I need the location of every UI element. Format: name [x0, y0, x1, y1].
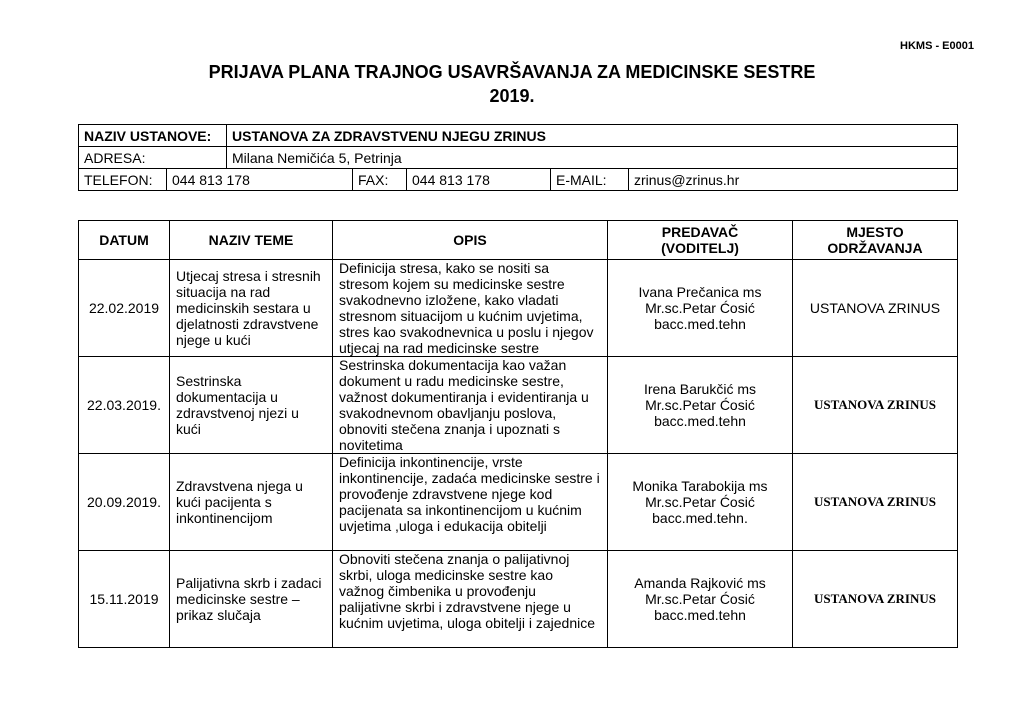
- lecturer-title: bacc.med.tehn: [654, 413, 746, 429]
- row-date: 22.03.2019.: [79, 357, 170, 454]
- row-description: Definicija inkontinencije, vrste inkontinencije, zadaća medicinske sestre i provođenje zdravstvene njege kod pacijenata sa inkontinencijom u kućnim uvjetima ,uloga i edukacija obitelji: [333, 454, 608, 551]
- phone-value: 044 813 178: [167, 169, 353, 191]
- header-place-line-2: ODRŽAVANJA: [827, 240, 923, 256]
- institution-name-row: [79, 125, 958, 147]
- education-plan-table: [78, 220, 958, 648]
- row-description: Sestrinska dokumentacija kao važan dokument u radu medicinske sestre, važnost dokumentiranja i evidentiranja u svakodnevnom obavljanju poslova, obnoviti stečena znanja i upoznati s novitetima: [333, 357, 608, 454]
- institution-contact-row: [79, 169, 958, 191]
- institution-name-value: USTANOVA ZA ZDRAVSTVENU NJEGU ZRINUS: [227, 125, 958, 147]
- row-topic: Utjecaj stresa i stresnih situacija na rad medicinskih sestara u djelatnosti zdravstvene njege u kući: [170, 260, 333, 357]
- row-place: USTANOVA ZRINUS: [793, 551, 958, 648]
- header-lecturer-line-1: PREDAVAČ: [661, 224, 739, 240]
- fax-value: 044 813 178: [407, 169, 551, 191]
- table-row: [79, 357, 958, 454]
- row-lecturer: [608, 357, 793, 454]
- lecturer-co: Mr.sc.Petar Ćosić: [645, 397, 755, 413]
- lecturer-title: bacc.med.tehn.: [652, 510, 748, 526]
- header-lecturer-line-2: (VODITELJ): [661, 240, 739, 256]
- phone-label: TELEFON:: [79, 169, 167, 191]
- lecturer-name: Monika Tarabokija ms: [632, 478, 768, 494]
- address-value: Milana Nemičića 5, Petrinja: [227, 147, 958, 169]
- institution-name-label: NAZIV USTANOVE:: [79, 125, 227, 147]
- document-title: [0, 60, 1024, 108]
- row-topic: Sestrinska dokumentacija u zdravstvenoj njezi u kući: [170, 357, 333, 454]
- header-topic: NAZIV TEME: [170, 221, 333, 260]
- lecturer-name: Ivana Prečanica ms: [638, 284, 762, 300]
- email-value: zrinus@zrinus.hr: [629, 169, 958, 191]
- table-row: [79, 260, 958, 357]
- institution-info-table: [78, 124, 958, 191]
- lecturer-title: bacc.med.tehn: [654, 316, 746, 332]
- row-description: Definicija stresa, kako se nositi sa stresom kojem su medicinske sestre svakodnevno izložene, kako vladati stresnom situacijom u kućnim uvjetima, stres kao svakodnevnica u poslu i njegov utjecaj na rad medicinske sestre: [333, 260, 608, 357]
- row-date: 20.09.2019.: [79, 454, 170, 551]
- table-row: [79, 551, 958, 648]
- header-place-line-1: MJESTO: [846, 224, 904, 240]
- institution-address-row: [79, 147, 958, 169]
- lecturer-name: Amanda Rajković ms: [634, 575, 766, 591]
- row-lecturer: [608, 260, 793, 357]
- lecturer-co: Mr.sc.Petar Ćosić: [645, 494, 755, 510]
- row-topic: Zdravstvena njega u kući pacijenta s inkontinencijom: [170, 454, 333, 551]
- address-label: ADRESA:: [79, 147, 227, 169]
- lecturer-name: Irena Barukčić ms: [643, 381, 757, 397]
- row-date: 22.02.2019: [79, 260, 170, 357]
- title-line-1: PRIJAVA PLANA TRAJNOG USAVRŠAVANJA ZA MEDICINSKE SESTRE: [208, 62, 816, 82]
- row-lecturer: [608, 551, 793, 648]
- plan-header-row: [79, 221, 958, 260]
- row-description: Obnoviti stečena znanja o palijativnoj skrbi, uloga medicinske sestre kao važnog čimbenika u provođenju palijativne skrbi i zdravstvene njege u kućnim uvjetima, uloga obitelji i zajednice: [333, 551, 608, 648]
- lecturer-co: Mr.sc.Petar Ćosić: [645, 300, 755, 316]
- header-place: [793, 221, 958, 260]
- row-place: USTANOVA ZRINUS: [793, 260, 958, 357]
- lecturer-co: Mr.sc.Petar Ćosić: [645, 591, 755, 607]
- table-row: [79, 454, 958, 551]
- row-place: USTANOVA ZRINUS: [793, 454, 958, 551]
- lecturer-title: bacc.med.tehn: [654, 607, 746, 623]
- row-topic: Palijativna skrb i zadaci medicinske sestre – prikaz slučaja: [170, 551, 333, 648]
- header-lecturer: [608, 221, 793, 260]
- email-label: E-MAIL:: [551, 169, 629, 191]
- document-code: HKMS - E0001: [900, 40, 974, 52]
- row-place: USTANOVA ZRINUS: [793, 357, 958, 454]
- header-date: DATUM: [79, 221, 170, 260]
- row-date: 15.11.2019: [79, 551, 170, 648]
- header-description: OPIS: [333, 221, 608, 260]
- fax-label: FAX:: [353, 169, 407, 191]
- row-lecturer: [608, 454, 793, 551]
- title-line-2: 2019.: [489, 86, 535, 106]
